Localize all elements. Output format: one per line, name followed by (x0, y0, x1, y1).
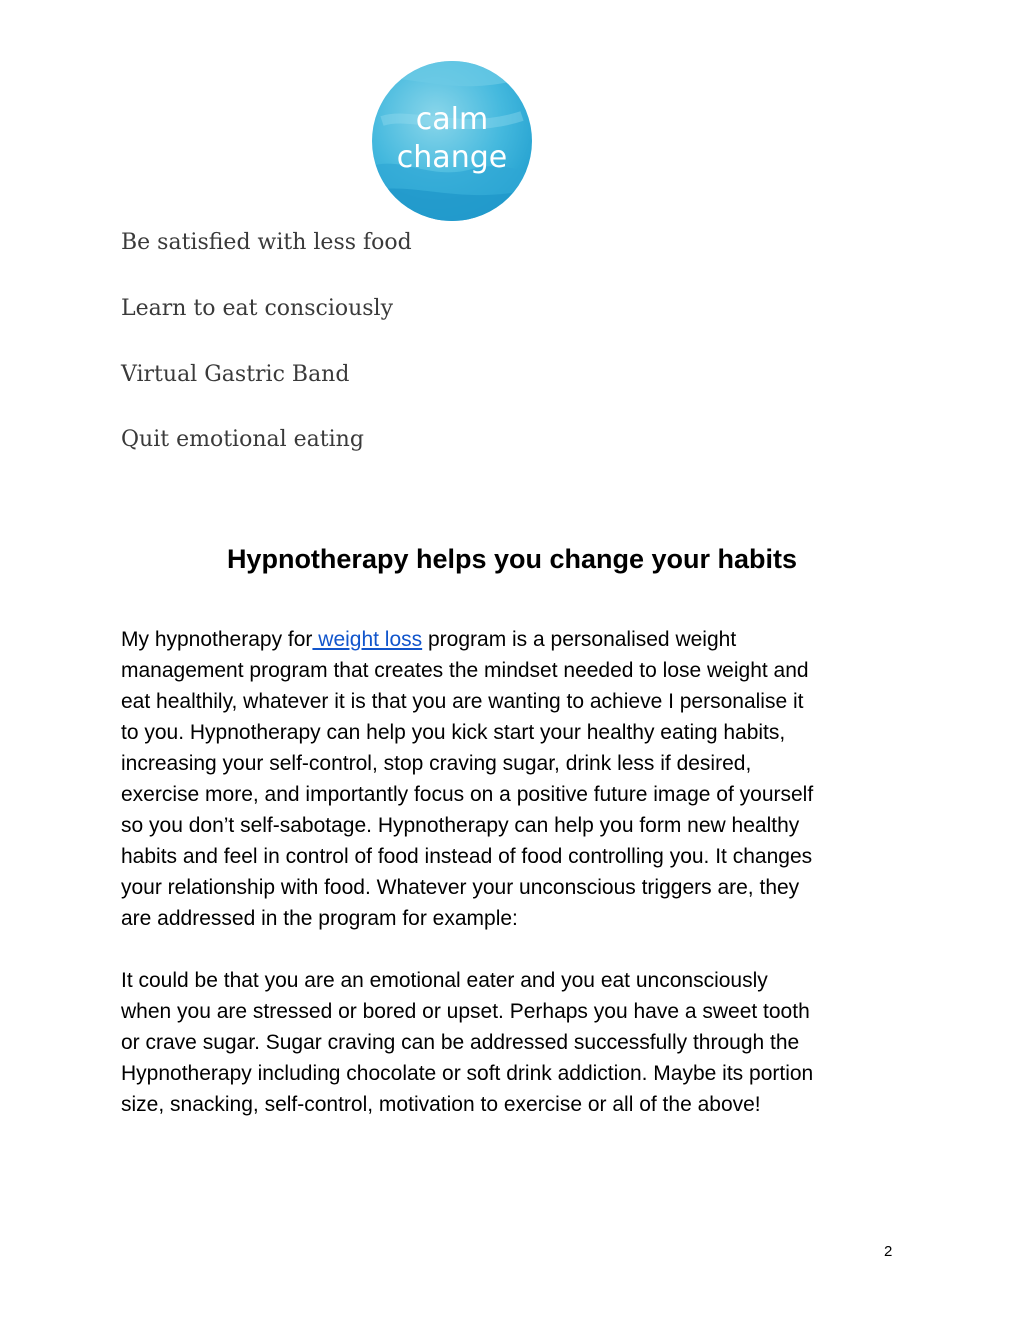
paragraph-line: so you don’t self-sabotage. Hypnotherapy can help you form new healthy (121, 814, 800, 837)
paragraph-line (121, 624, 911, 655)
list-item: Learn to eat consciously (121, 296, 394, 321)
paragraph-line: size, snacking, self-control, motivation to exercise or all of the above! (121, 1093, 761, 1116)
paragraph-intro (121, 624, 911, 934)
logo-text-calm: calm (415, 102, 489, 137)
list-item: Be satisfied with less food (121, 230, 412, 255)
list-item: Virtual Gastric Band (121, 362, 350, 387)
list-item: Quit emotional eating (121, 427, 364, 452)
logo-watercolor-circle (372, 61, 532, 221)
paragraph-line: exercise more, and importantly focus on a positive future image of yourself (121, 783, 814, 806)
paragraph-line: It could be that you are an emotional eater and you eat unconsciously (121, 969, 768, 992)
page-number: 2 (884, 1243, 893, 1260)
paragraph-line: your relationship with food. Whatever your unconscious triggers are, they (121, 876, 800, 899)
paragraph-line: habits and feel in control of food instead of food controlling you. It changes (121, 845, 813, 868)
paragraph-line: when you are stressed or bored or upset. Perhaps you have a sweet tooth (121, 1000, 810, 1023)
paragraph-line-suffix: program is a personalised weight (422, 628, 737, 651)
paragraph-line: increasing your self-control, stop craving sugar, drink less if desired, (121, 752, 752, 775)
paragraph-line: eat healthily, whatever it is that you are wanting to achieve I personalise it (121, 690, 804, 713)
section-heading: Hypnotherapy helps you change your habits (226, 544, 798, 574)
paragraph-line-prefix: My hypnotherapy for (121, 628, 313, 651)
paragraph-line: management program that creates the mindset needed to lose weight and (121, 659, 809, 682)
paragraph-examples (121, 965, 911, 1120)
weight-loss-link[interactable]: weight loss (312, 628, 423, 651)
paragraph-line: to you. Hypnotherapy can help you kick start your healthy eating habits, (121, 721, 786, 744)
calm-change-logo (372, 61, 532, 221)
paragraph-line: Hypnotherapy including chocolate or soft drink addiction. Maybe its portion (121, 1062, 814, 1085)
paragraph-line: are addressed in the program for example: (121, 907, 518, 930)
paragraph-line: or crave sugar. Sugar craving can be addressed successfully through the (121, 1031, 800, 1054)
logo-text-change: change (396, 140, 508, 175)
